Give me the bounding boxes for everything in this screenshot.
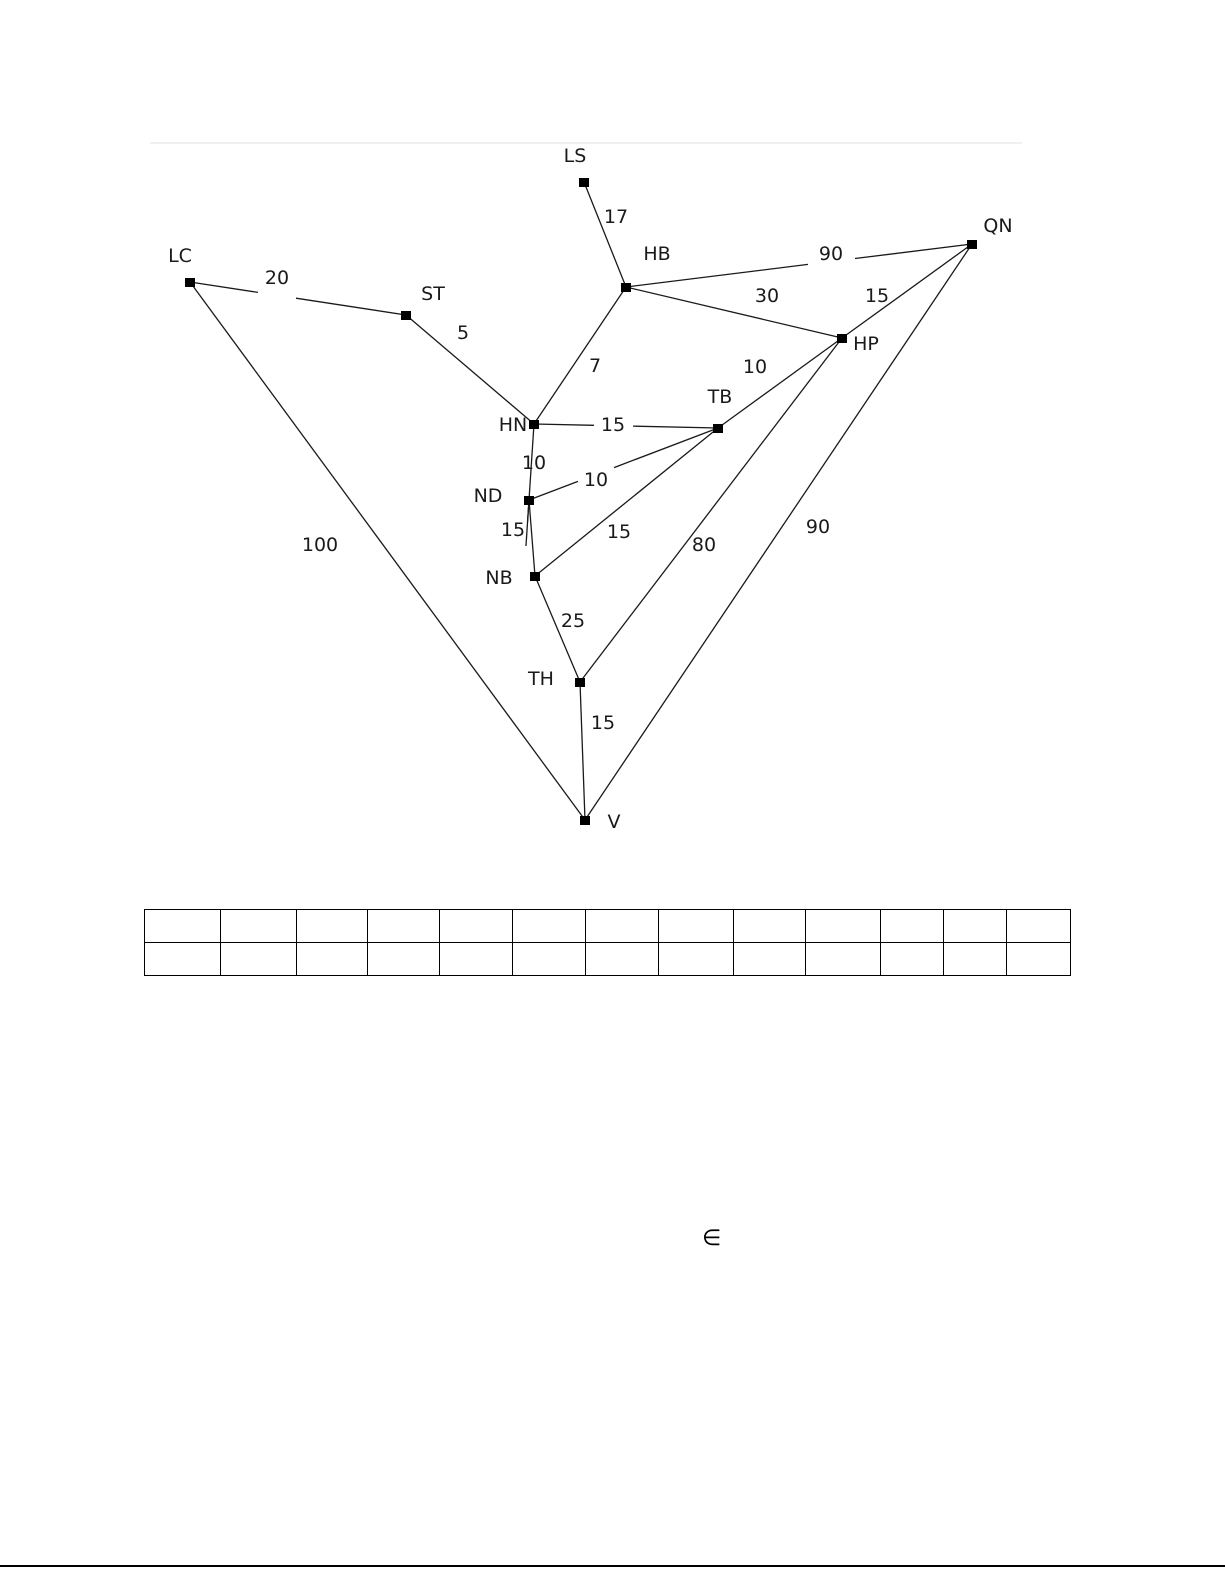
edge-weight-hb-qn: 90: [818, 243, 844, 265]
edge-st-hn: [406, 315, 534, 424]
node-label-qn: QN: [983, 215, 1013, 237]
node-nb: [530, 572, 540, 581]
node-label-hn: HN: [498, 414, 528, 436]
edge-nd-tb: [529, 481, 578, 500]
node-nd: [524, 496, 534, 505]
node-label-tb: TB: [707, 386, 733, 408]
node-hp: [837, 334, 847, 343]
edge-weight-hp-qn: 15: [864, 285, 890, 307]
graph-edges: [190, 182, 972, 820]
table-cell: [659, 910, 734, 943]
edge-lc-v: [190, 282, 585, 820]
edge-hb-qn: [626, 264, 808, 287]
edge-hn-tb: [534, 424, 594, 425]
table-cell: [513, 910, 586, 943]
table-cell: [944, 910, 1007, 943]
edge-hn-tb: [633, 426, 718, 428]
node-hn: [529, 420, 539, 429]
node-label-nb: NB: [485, 567, 513, 589]
table-cell: [221, 943, 297, 976]
table-cell: [297, 943, 368, 976]
table-cell: [734, 943, 806, 976]
edge-v-qn: [585, 244, 972, 820]
table-cell: [734, 910, 806, 943]
edge-weight-nb-tb: 15: [606, 521, 632, 543]
table-cell: [881, 943, 944, 976]
table-cell: [659, 943, 734, 976]
table-cell: [944, 943, 1007, 976]
table-cell: [145, 943, 221, 976]
table-cell: [586, 910, 659, 943]
node-label-th: TH: [528, 668, 554, 690]
edge-weight-hn-nd: 10: [521, 452, 547, 474]
node-label-lc: LC: [168, 245, 192, 267]
table-cell: [806, 943, 881, 976]
table-cell: [297, 910, 368, 943]
table-cell: [368, 910, 440, 943]
node-hb: [621, 283, 631, 292]
node-ls: [579, 178, 589, 187]
node-v: [580, 816, 590, 825]
edge-weight-tb-hp: 10: [742, 356, 768, 378]
graph-edge-weights: [265, 206, 889, 734]
edge-weight-ls-hb: 17: [603, 206, 629, 228]
edge-lc-st: [190, 282, 258, 292]
table-cell: [440, 910, 513, 943]
edge-weight-lc-st: 20: [264, 267, 290, 289]
edge-hn-hb: [534, 287, 626, 424]
table-cell: [806, 910, 881, 943]
empty-answer-table: [144, 909, 1071, 976]
node-label-st: ST: [421, 283, 445, 305]
table-cell: [1007, 910, 1071, 943]
table-cell: [881, 910, 944, 943]
node-qn: [967, 240, 977, 249]
edge-tb-hp: [718, 338, 842, 428]
edge-weight-lc-v: 100: [301, 534, 339, 556]
node-tb: [713, 424, 723, 433]
node-label-nd: ND: [473, 485, 503, 507]
edge-weight-nd-nb: 15: [500, 519, 526, 541]
edge-lc-st: [296, 298, 406, 315]
table-cell: [221, 910, 297, 943]
graph-nodes: [185, 178, 977, 825]
table-cell: [368, 943, 440, 976]
table-row: [145, 943, 1071, 976]
edge-weight-hb-hp: 30: [754, 285, 780, 307]
edge-weight-th-v: 15: [590, 712, 616, 734]
table-cell: [586, 943, 659, 976]
edge-hb-hp: [626, 287, 842, 338]
edge-nd-nb: [529, 500, 535, 576]
node-label-hb: HB: [643, 243, 671, 265]
bottom-rule: [0, 1565, 1225, 1567]
table-row: [145, 910, 1071, 943]
edge-weight-v-qn: 90: [805, 516, 831, 538]
edge-weight-st-hn: 5: [456, 322, 470, 344]
edge-ls-hb: [584, 182, 629, 287]
edge-weight-nd-tb: 10: [583, 469, 609, 491]
edge-th-v: [580, 682, 585, 820]
node-label-v: V: [607, 811, 621, 833]
node-st: [401, 311, 411, 320]
edge-hn-nd: [526, 500, 529, 546]
edge-weight-hn-hb: 7: [588, 355, 602, 377]
edge-nb-tb: [535, 428, 718, 576]
node-th: [575, 678, 585, 687]
edge-weight-hn-tb: 15: [600, 414, 626, 436]
element-of-symbol: ∈: [702, 1226, 722, 1251]
table-cell: [513, 943, 586, 976]
table-cell: [1007, 943, 1071, 976]
edge-weight-nb-th: 25: [560, 610, 586, 632]
table-cell: [145, 910, 221, 943]
node-label-ls: LS: [563, 145, 587, 167]
node-lc: [185, 278, 195, 287]
edge-weight-th-hp: 80: [691, 534, 717, 556]
edge-nd-tb: [614, 428, 718, 468]
table-cell: [440, 943, 513, 976]
node-label-hp: HP: [853, 333, 879, 355]
